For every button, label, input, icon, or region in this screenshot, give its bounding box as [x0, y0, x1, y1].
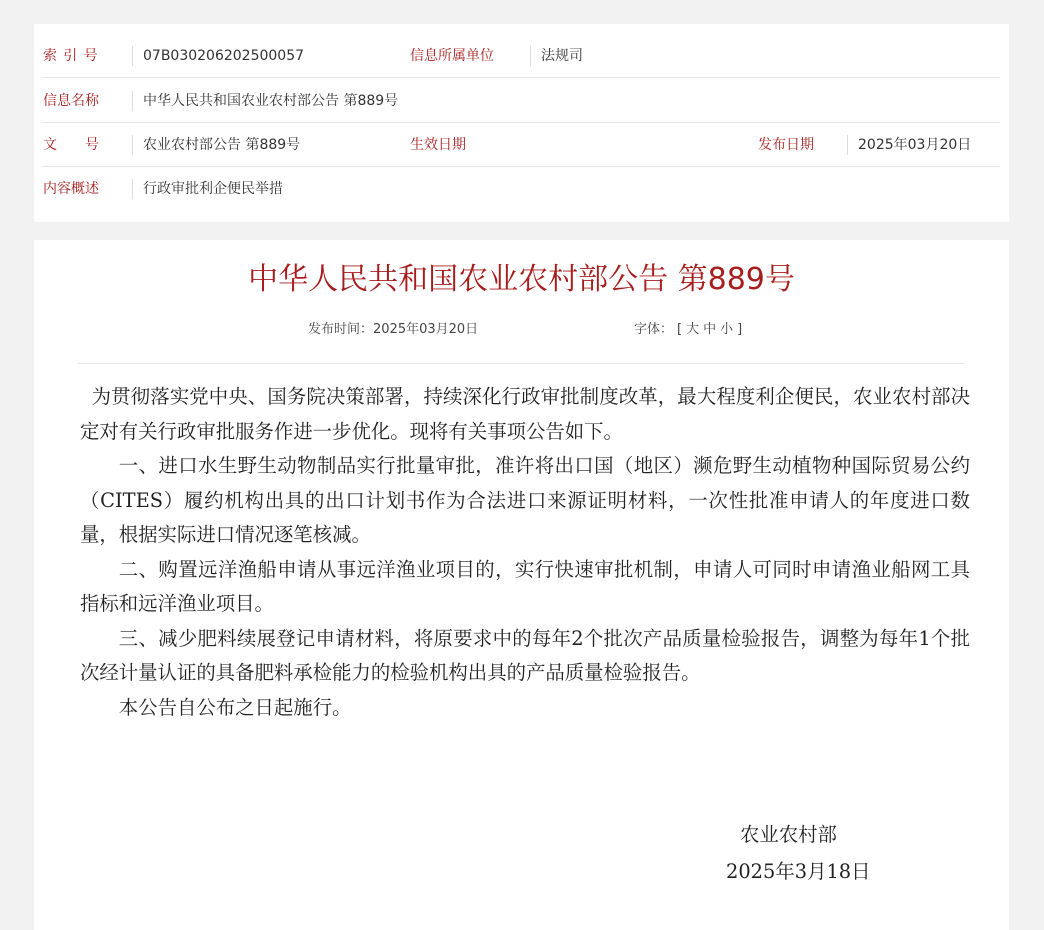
meta-row-summary: [34, 167, 1009, 211]
font-small-button[interactable]: 小: [720, 322, 734, 337]
article-body: [80, 380, 970, 725]
index-label: 索引号: [43, 48, 104, 64]
publish-time: 发布时间：2025年03月20日: [308, 322, 479, 337]
summary-value: 行政审批利企便民举措: [132, 179, 283, 199]
font-bracket-open: [: [677, 322, 683, 337]
name-label: 信息名称: [43, 93, 99, 109]
summary-label: 内容概述: [43, 181, 99, 197]
font-medium-button[interactable]: 中: [703, 322, 717, 337]
font-bracket-close: ]: [737, 322, 743, 337]
paragraph-intro: 为贯彻落实党中央、国务院决策部署，持续深化行政审批制度改革，最大程度利企便民，农业农村部决定对有关行政审批服务作进一步优化。现将有关事项公告如下。: [80, 385, 970, 443]
name-value: 中华人民共和国农业农村部公告 第889号: [132, 91, 398, 111]
publish-date-value: 2025年03月20日: [847, 135, 971, 155]
meta-row-doc: [34, 123, 1009, 167]
info-metadata-panel: [34, 24, 1009, 222]
index-value: 07B030206202500057: [132, 46, 304, 66]
article-panel: [34, 240, 1009, 930]
publish-date-label: 发布日期: [758, 137, 814, 153]
article-title: 中华人民共和国农业农村部公告 第889号: [248, 262, 795, 297]
font-size-label: 字体：: [634, 322, 674, 337]
title-divider: [78, 363, 964, 364]
paragraph-item-1: 一、进口水生野生动物制品实行批量审批，准许将出口国（地区）濒危野生动植物种国际贸易公约（CITES）履约机构出具的出口计划书作为合法进口来源证明材料，一次性批准申请人的年度进口数量，根据实际进口情况逐笔核减。: [80, 454, 970, 546]
unit-value: 法规司: [530, 46, 583, 66]
effective-date-label: 生效日期: [410, 137, 466, 153]
signature-organization: 农业农村部: [740, 823, 837, 846]
font-size-switcher: [632, 320, 744, 340]
paragraph-closing: 本公告自公布之日起施行。: [118, 695, 352, 719]
signature-date: 2025年3月18日: [726, 860, 871, 883]
meta-row-name: [34, 79, 1009, 123]
paragraph-item-2: 二、购置远洋渔船申请从事远洋渔业项目的，实行快速审批机制，申请人可同时申请渔业船网工具指标和远洋渔业项目。: [80, 557, 970, 615]
doc-number-label: 文号: [43, 137, 127, 153]
meta-divider: [42, 77, 1000, 78]
font-large-button[interactable]: 大: [686, 322, 700, 337]
doc-number-value: 农业农村部公告 第889号: [132, 135, 300, 155]
unit-label: 信息所属单位: [410, 48, 494, 64]
paragraph-item-3: 三、减少肥料续展登记申请材料，将原要求中的每年2个批次产品质量检验报告，调整为每年1个批次经计量认证的具备肥料承检能力的检验机构出具的产品质量检验报告。: [80, 626, 971, 684]
meta-row-index: [34, 34, 1009, 78]
